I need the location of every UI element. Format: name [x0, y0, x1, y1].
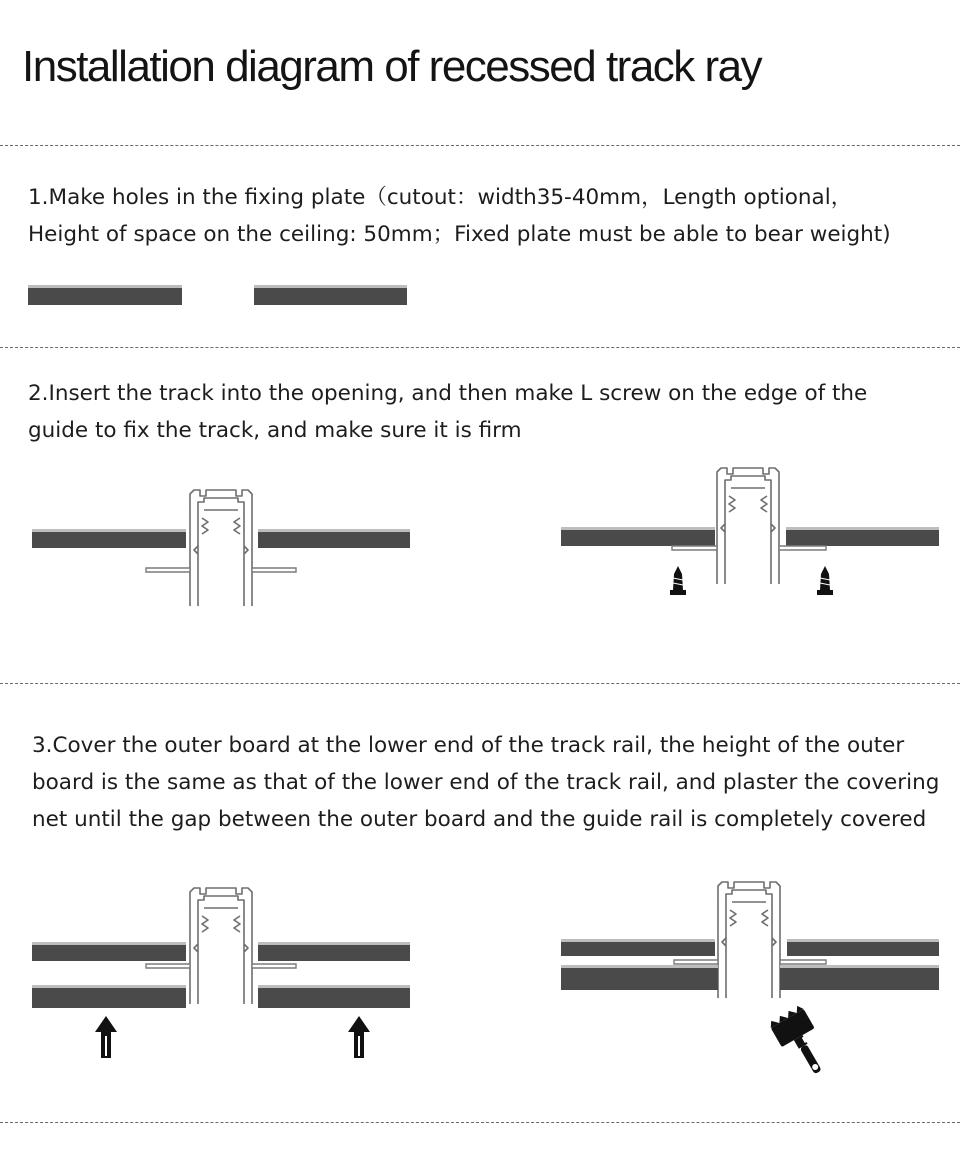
step-3-line-1: 3.Cover the outer board at the lower end of the track rail, the height of the outer [32, 733, 905, 758]
step-2-line-2: guide to fix the track, and make sure it is firm [28, 418, 522, 443]
step-1-illustration [28, 285, 407, 305]
step-1-line-1: 1.Make holes in the fixing plate（cutout：width35-40mm，Length optional， [28, 185, 853, 210]
outer-board-left [32, 988, 186, 1008]
outer-board-left [561, 968, 718, 990]
fixing-plate-right [254, 288, 407, 305]
screw-icon [817, 566, 833, 595]
step-3-line-2: board is the same as that of the lower end of the track rail, and plaster the covering [32, 770, 940, 795]
step-2-right-illustration [561, 468, 939, 595]
step-1-line-2: Height of space on the ceiling: 50mm；Fixed plate must be able to bear weight) [28, 222, 891, 247]
outer-board-right [258, 988, 410, 1008]
step-2-left-illustration [32, 490, 410, 606]
up-arrow-icon [348, 1016, 370, 1058]
screw-icon [670, 566, 686, 595]
fixing-plate-left [28, 288, 182, 305]
step-2-line-1: 2.Insert the track into the opening, and then make L screw on the edge of the [28, 381, 868, 406]
step-3-left-illustration [32, 888, 410, 1058]
up-arrow-icon [95, 1016, 117, 1058]
step-3-line-3: net until the gap between the outer board and the guide rail is completely covered [32, 807, 927, 832]
step-3-right-illustration [561, 882, 939, 1082]
page-title: Installation diagram of recessed track ray [22, 42, 762, 91]
paint-brush-icon [768, 1004, 835, 1082]
outer-board-right [780, 968, 939, 990]
